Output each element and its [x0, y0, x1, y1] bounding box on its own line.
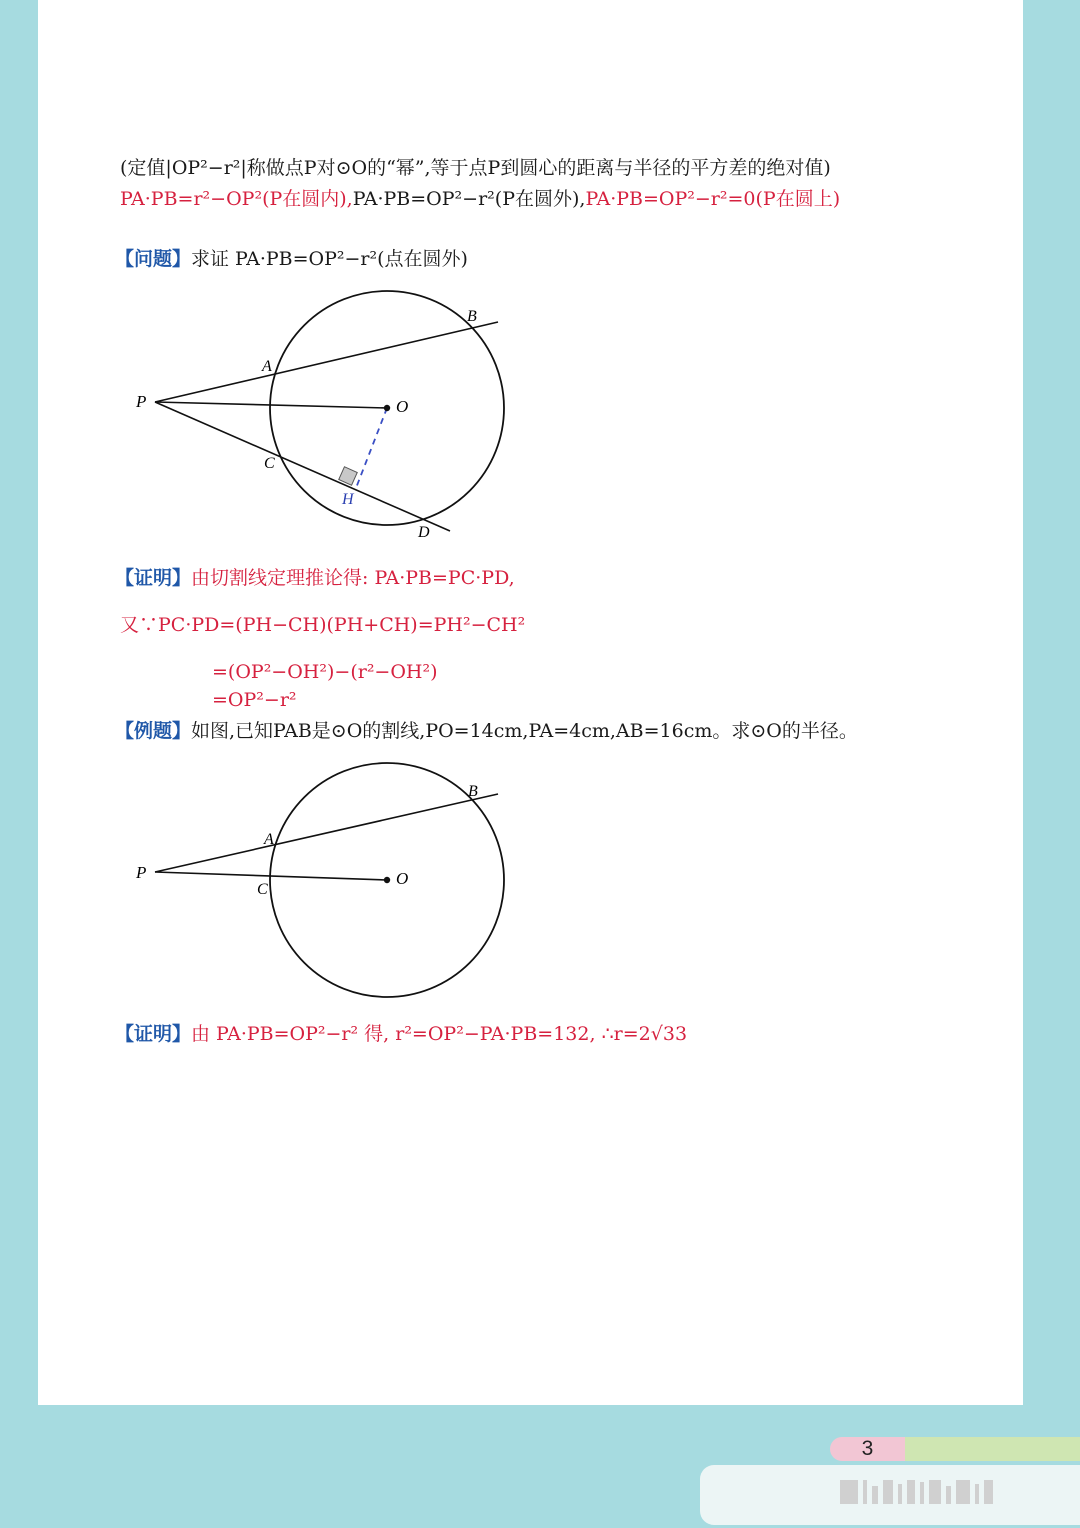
example-line — [115, 719, 858, 743]
secant-diagram-2 — [100, 758, 520, 1008]
power-cases-line — [120, 187, 840, 211]
perpendicular-oh — [356, 408, 387, 488]
proof1-line4: =OP²−r² — [212, 689, 297, 711]
footer-decoration-bar — [905, 1437, 1080, 1461]
page-number: 3 — [830, 1437, 905, 1461]
example-tag: 【例题】 — [115, 720, 192, 742]
watermark-barcode-icon — [840, 1476, 1060, 1504]
power-case-inside: PA·PB=r²−OP²(P在圆内), — [120, 188, 353, 210]
power-case-on: PA·PB=OP²−r²=0(P在圆上) — [585, 188, 841, 210]
right-angle-mark — [339, 467, 357, 485]
question-tag: 【问题】 — [115, 248, 192, 270]
label-o: O — [396, 397, 409, 416]
proof1-tag: 【证明】 — [115, 567, 192, 589]
label-p: P — [136, 392, 147, 411]
secant-pcd — [155, 402, 450, 531]
power-definition-line: (定值|OP²−r²|称做点P对⊙O的“幂”,等于点P到圆心的距离与半径的平方差的绝对值) — [120, 157, 831, 179]
question-text: 求证 PA·PB=OP²−r²(点在圆外) — [191, 248, 468, 270]
question-line — [115, 247, 468, 271]
center-point — [384, 405, 390, 411]
proof2-tag: 【证明】 — [115, 1023, 192, 1045]
example-text: 如图,已知PAB是⊙O的割线,PO=14cm,PA=4cm,AB=16cm。求⊙O的半径。 — [191, 720, 858, 742]
secant-pab — [155, 322, 498, 402]
power-case-outside: PA·PB=OP²−r²(P在圆外), — [352, 188, 586, 210]
label-p-2: P — [136, 863, 147, 882]
proof2-line: 【证明】由 PA·PB=OP²−r² 得, r²=OP²−PA·PB=132, ∴r=2√33 — [115, 1023, 688, 1045]
label-b-2: B — [468, 783, 478, 800]
proof1-line3: =(OP²−OH²)−(r²−OH²) — [212, 661, 438, 683]
label-b: B — [467, 308, 477, 325]
secant-diagram-1 — [100, 285, 520, 545]
label-d: D — [418, 524, 430, 541]
label-c: C — [264, 455, 275, 472]
label-c-2: C — [257, 881, 268, 898]
proof1-line1: 【证明】由切割线定理推论得: PA·PB=PC·PD, — [115, 567, 515, 589]
label-a: A — [262, 358, 272, 375]
label-o-2: O — [396, 869, 409, 888]
label-h: H — [342, 491, 354, 508]
center-point-2 — [384, 877, 390, 883]
label-a-2: A — [264, 831, 274, 848]
proof1-line2: 又∵PC·PD=(PH−CH)(PH+CH)=PH²−CH² — [120, 614, 526, 636]
secant-pab-2 — [155, 794, 498, 872]
